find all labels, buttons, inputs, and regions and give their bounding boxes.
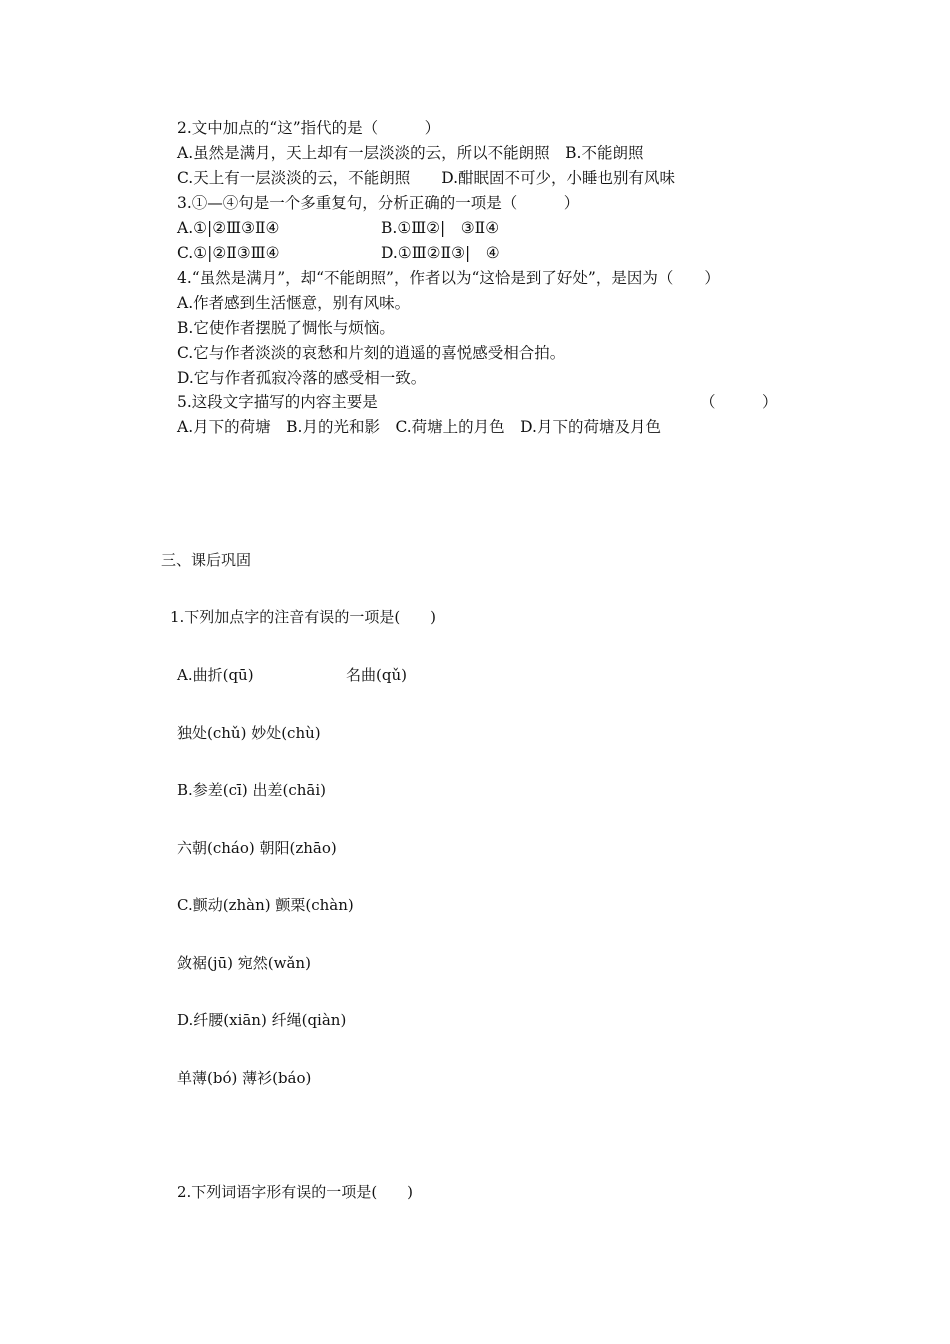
section-3-q1-option-a-line1-left: A.曲折(qū) [177, 666, 254, 684]
question-3-stem: 3.①—④句是一个多重复句，分析正确的一项是（ ） [177, 194, 580, 212]
section-3-q1-option-c-line2: 敛裾(jū) 宛然(wǎn) [177, 954, 311, 972]
question-3-option-d: D.①Ⅲ②Ⅱ③| ④ [381, 244, 500, 262]
question-3-option-c: C.①|②Ⅱ③Ⅲ④ [177, 244, 280, 262]
question-4-option-c: C.它与作者淡淡的哀愁和片刻的逍遥的喜悦感受相合拍。 [177, 344, 566, 362]
question-4-stem: 4.“虽然是满月”，却“不能朗照”，作者以为“这恰是到了好处”，是因为（ ） [177, 269, 720, 287]
section-3-q1-option-a-line1-right: 名曲(qǔ) [346, 666, 407, 684]
section-3-question-1-stem: 1.下列加点字的注音有误的一项是( ) [170, 608, 437, 626]
section-3-q1-option-b-line1: B.参差(cī) 出差(chāi) [177, 781, 326, 799]
section-3-q1-option-c-line1: C.颤动(zhàn) 颤栗(chàn) [177, 896, 354, 914]
section-3-q1-option-d-line1: D.纤腰(xiān) 纤绳(qiàn) [177, 1011, 347, 1029]
question-5-options: A.月下的荷塘 B.月的光和影 C.荷塘上的月色 D.月下的荷塘及月色 [177, 418, 661, 436]
question-4-option-d: D.它与作者孤寂冷落的感受相一致。 [177, 369, 427, 387]
question-3-option-b: B.①Ⅲ②| ③Ⅱ④ [381, 219, 500, 237]
section-3-q1-option-d-line2: 单薄(bó) 薄衫(báo) [177, 1069, 312, 1087]
question-5-answer-paren: （ ） [700, 393, 778, 411]
section-3-question-2-stem: 2.下列词语字形有误的一项是( ) [177, 1183, 414, 1201]
question-4-option-b: B.它使作者摆脱了惆怅与烦恼。 [177, 319, 395, 337]
question-2-option-c-d: C.天上有一层淡淡的云，不能朗照 D.酣眠固不可少，小睡也别有风味 [177, 169, 676, 187]
question-5-stem: 5.这段文字描写的内容主要是 [177, 393, 378, 411]
question-2-stem: 2.文中加点的“这”指代的是（ ） [177, 119, 441, 137]
question-2-option-a-b: A.虽然是满月，天上却有一层淡淡的云，所以不能朗照 B.不能朗照 [177, 144, 644, 162]
section-3-q1-option-b-line2: 六朝(cháo) 朝阳(zhāo) [177, 839, 337, 857]
question-4-option-a: A.作者感到生活惬意，别有风味。 [177, 294, 411, 312]
section-3-q1-option-a-line2: 独处(chǔ) 妙处(chù) [177, 724, 321, 742]
section-3-heading: 三、课后巩固 [161, 551, 252, 569]
question-3-option-a: A.①|②Ⅲ③Ⅱ④ [177, 219, 280, 237]
